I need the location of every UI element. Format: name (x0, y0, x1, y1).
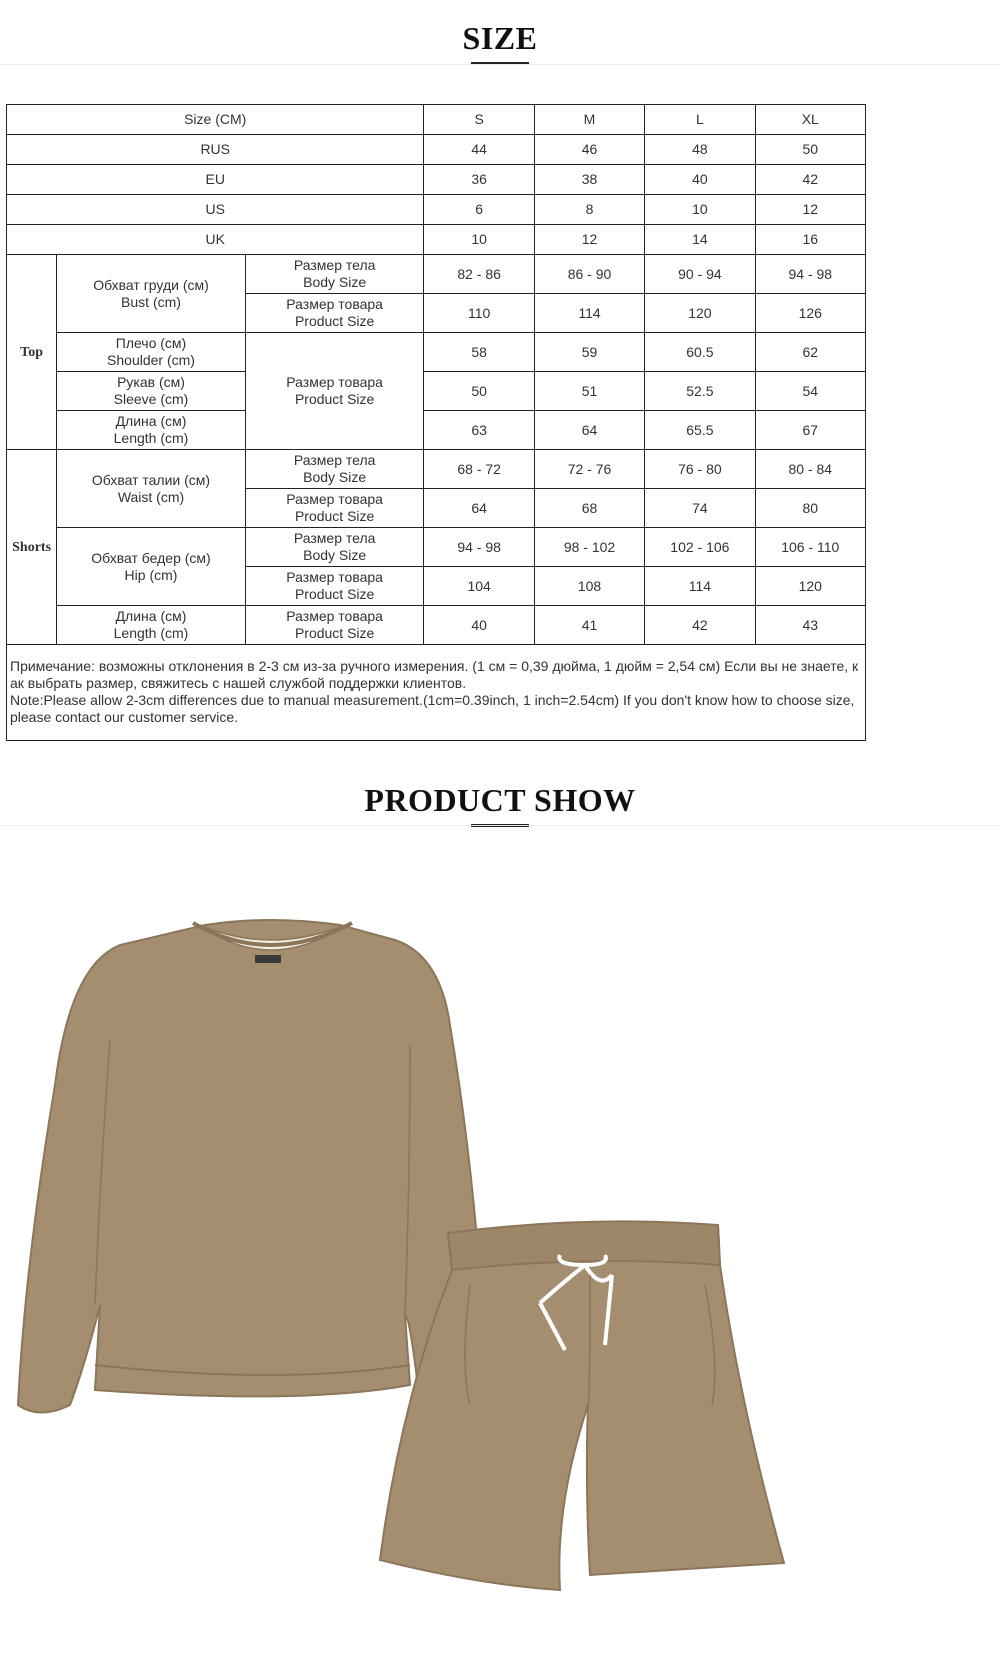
row-label: RUS (7, 135, 424, 165)
table-cell: 40 (424, 606, 534, 645)
table-cell: 94 - 98 (755, 255, 865, 294)
product-image (0, 845, 1000, 1645)
size-chart-table (6, 104, 866, 741)
table-row (7, 255, 866, 294)
table-cell: 102 - 106 (645, 528, 755, 567)
product-section-header (0, 780, 1000, 827)
label-ru: Размер товара (286, 296, 383, 312)
label-ru: Размер тела (293, 257, 376, 273)
label-ru: Размер тела (293, 452, 376, 468)
label-en: Body Size (303, 547, 367, 563)
table-cell: 68 - 72 (424, 450, 534, 489)
measure-sleeve (57, 372, 246, 411)
table-cell: 6 (424, 195, 534, 225)
brand-label (255, 955, 281, 963)
table-cell: 41 (534, 606, 644, 645)
product-size-label (245, 489, 424, 528)
label-ru: Размер товара (286, 569, 383, 585)
size-col-header: XL (755, 105, 865, 135)
table-cell: 94 - 98 (424, 528, 534, 567)
row-label: EU (7, 165, 424, 195)
product-size-label (245, 333, 424, 450)
table-cell: 60.5 (645, 333, 755, 372)
table-cell: 51 (534, 372, 644, 411)
measure-name-en: Bust (cm) (121, 293, 181, 310)
note-line: ак выбрать размер, свяжитесь с нашей службой поддержки клиентов. (10, 675, 467, 691)
size-col-header: S (424, 105, 534, 135)
table-row (7, 528, 866, 567)
label-ru: Размер товара (286, 608, 383, 624)
product-size-label (245, 567, 424, 606)
measure-length (57, 606, 246, 645)
label-en: Product Size (294, 313, 375, 329)
table-cell: 10 (645, 195, 755, 225)
table-row (7, 165, 866, 195)
note-line: please contact our customer service. (10, 709, 238, 725)
divider (0, 64, 1000, 65)
group-label-top: Top (7, 255, 57, 450)
measure-shoulder (57, 333, 246, 372)
note-line: Примечание: возможны отклонения в 2-3 см из-за ручного измерения. (1 см = 0,39 дюйма, 1 дюйм = 2,54 см) Если вы не знаете, к (10, 658, 859, 674)
measure-name-ru: Плечо (см) (115, 335, 187, 351)
table-row (7, 372, 866, 411)
size-section-header (0, 18, 1000, 65)
table-cell: 38 (534, 165, 644, 195)
measure-name-en: Shoulder (cm) (107, 352, 195, 368)
table-cell: 10 (424, 225, 534, 255)
table-cell: 108 (534, 567, 644, 606)
table-cell: 64 (424, 489, 534, 528)
table-cell: 65.5 (645, 411, 755, 450)
note-line: Note:Please allow 2-3cm differences due to manual measurement.(1cm=0.39inch, 1 inch=2.54cm) If you don't know how to choose size, (10, 692, 855, 708)
divider (0, 825, 1000, 826)
table-row (7, 195, 866, 225)
measure-name-en: Length (cm) (113, 430, 189, 446)
measure-name-ru: Обхват бедер (см) (91, 549, 211, 566)
table-row (7, 450, 866, 489)
table-cell: 16 (755, 225, 865, 255)
label-en: Product Size (294, 586, 375, 602)
size-cm-label: Size (CM) (7, 105, 424, 135)
table-cell: 42 (755, 165, 865, 195)
label-en: Product Size (294, 508, 375, 524)
table-cell: 126 (755, 294, 865, 333)
table-cell: 42 (645, 606, 755, 645)
group-label-shorts: Shorts (7, 450, 57, 645)
table-cell: 12 (755, 195, 865, 225)
table-cell: 80 (755, 489, 865, 528)
table-cell: 44 (424, 135, 534, 165)
measure-bust (57, 255, 246, 333)
measure-name-en: Hip (cm) (124, 566, 178, 583)
label-en: Body Size (303, 274, 367, 290)
label-en: Product Size (294, 625, 375, 641)
table-cell: 12 (534, 225, 644, 255)
product-title: PRODUCT SHOW (364, 782, 636, 818)
label-ru: Размер тела (293, 530, 376, 546)
table-cell: 80 - 84 (755, 450, 865, 489)
table-cell: 8 (534, 195, 644, 225)
product-size-label (245, 606, 424, 645)
table-cell: 74 (645, 489, 755, 528)
table-cell: 120 (755, 567, 865, 606)
table-cell: 50 (424, 372, 534, 411)
table-cell: 62 (755, 333, 865, 372)
label-ru: Размер товара (286, 491, 383, 507)
table-cell: 98 - 102 (534, 528, 644, 567)
row-label: UK (7, 225, 424, 255)
table-cell: 72 - 76 (534, 450, 644, 489)
body-size-label (245, 450, 424, 489)
product-size-label (245, 294, 424, 333)
measure-name-en: Waist (cm) (117, 488, 185, 505)
table-cell: 63 (424, 411, 534, 450)
table-cell: 58 (424, 333, 534, 372)
table-cell: 86 - 90 (534, 255, 644, 294)
table-cell: 64 (534, 411, 644, 450)
table-row (7, 225, 866, 255)
table-cell: 68 (534, 489, 644, 528)
table-cell: 36 (424, 165, 534, 195)
table-cell: 59 (534, 333, 644, 372)
table-cell: 50 (755, 135, 865, 165)
table-cell: 106 - 110 (755, 528, 865, 567)
sweatshirt-image (18, 920, 481, 1413)
table-cell: 67 (755, 411, 865, 450)
size-col-header: L (645, 105, 755, 135)
table-header-row (7, 105, 866, 135)
measure-name-en: Sleeve (cm) (113, 391, 189, 407)
table-cell: 114 (534, 294, 644, 333)
measure-name-ru: Обхват талии (см) (91, 471, 211, 488)
table-cell: 104 (424, 567, 534, 606)
row-label: US (7, 195, 424, 225)
label-en: Body Size (303, 469, 367, 485)
table-cell: 43 (755, 606, 865, 645)
measure-waist (57, 450, 246, 528)
table-row (7, 135, 866, 165)
table-cell: 76 - 80 (645, 450, 755, 489)
table-cell: 120 (645, 294, 755, 333)
label-en: Product Size (294, 391, 375, 407)
table-cell: 14 (645, 225, 755, 255)
measure-hip (57, 528, 246, 606)
note-row (7, 645, 866, 741)
measure-length (57, 411, 246, 450)
size-title: SIZE (462, 20, 538, 56)
measure-name-ru: Длина (см) (115, 413, 187, 429)
measure-name-ru: Рукав (см) (117, 374, 185, 390)
table-cell: 82 - 86 (424, 255, 534, 294)
sweatshirt-body (18, 920, 481, 1413)
measurement-note (7, 645, 866, 741)
measure-name-ru: Обхват груди (см) (93, 276, 209, 293)
measure-name-en: Length (cm) (113, 625, 189, 641)
label-ru: Размер товара (286, 374, 383, 390)
body-size-label (245, 255, 424, 294)
table-row (7, 606, 866, 645)
table-cell: 114 (645, 567, 755, 606)
table-cell: 46 (534, 135, 644, 165)
table-cell: 48 (645, 135, 755, 165)
table-cell: 90 - 94 (645, 255, 755, 294)
size-col-header: M (534, 105, 644, 135)
table-cell: 52.5 (645, 372, 755, 411)
table-row (7, 411, 866, 450)
table-cell: 110 (424, 294, 534, 333)
body-size-label (245, 528, 424, 567)
table-row (7, 333, 866, 372)
table-cell: 40 (645, 165, 755, 195)
measure-name-ru: Длина (см) (115, 608, 187, 624)
table-cell: 54 (755, 372, 865, 411)
